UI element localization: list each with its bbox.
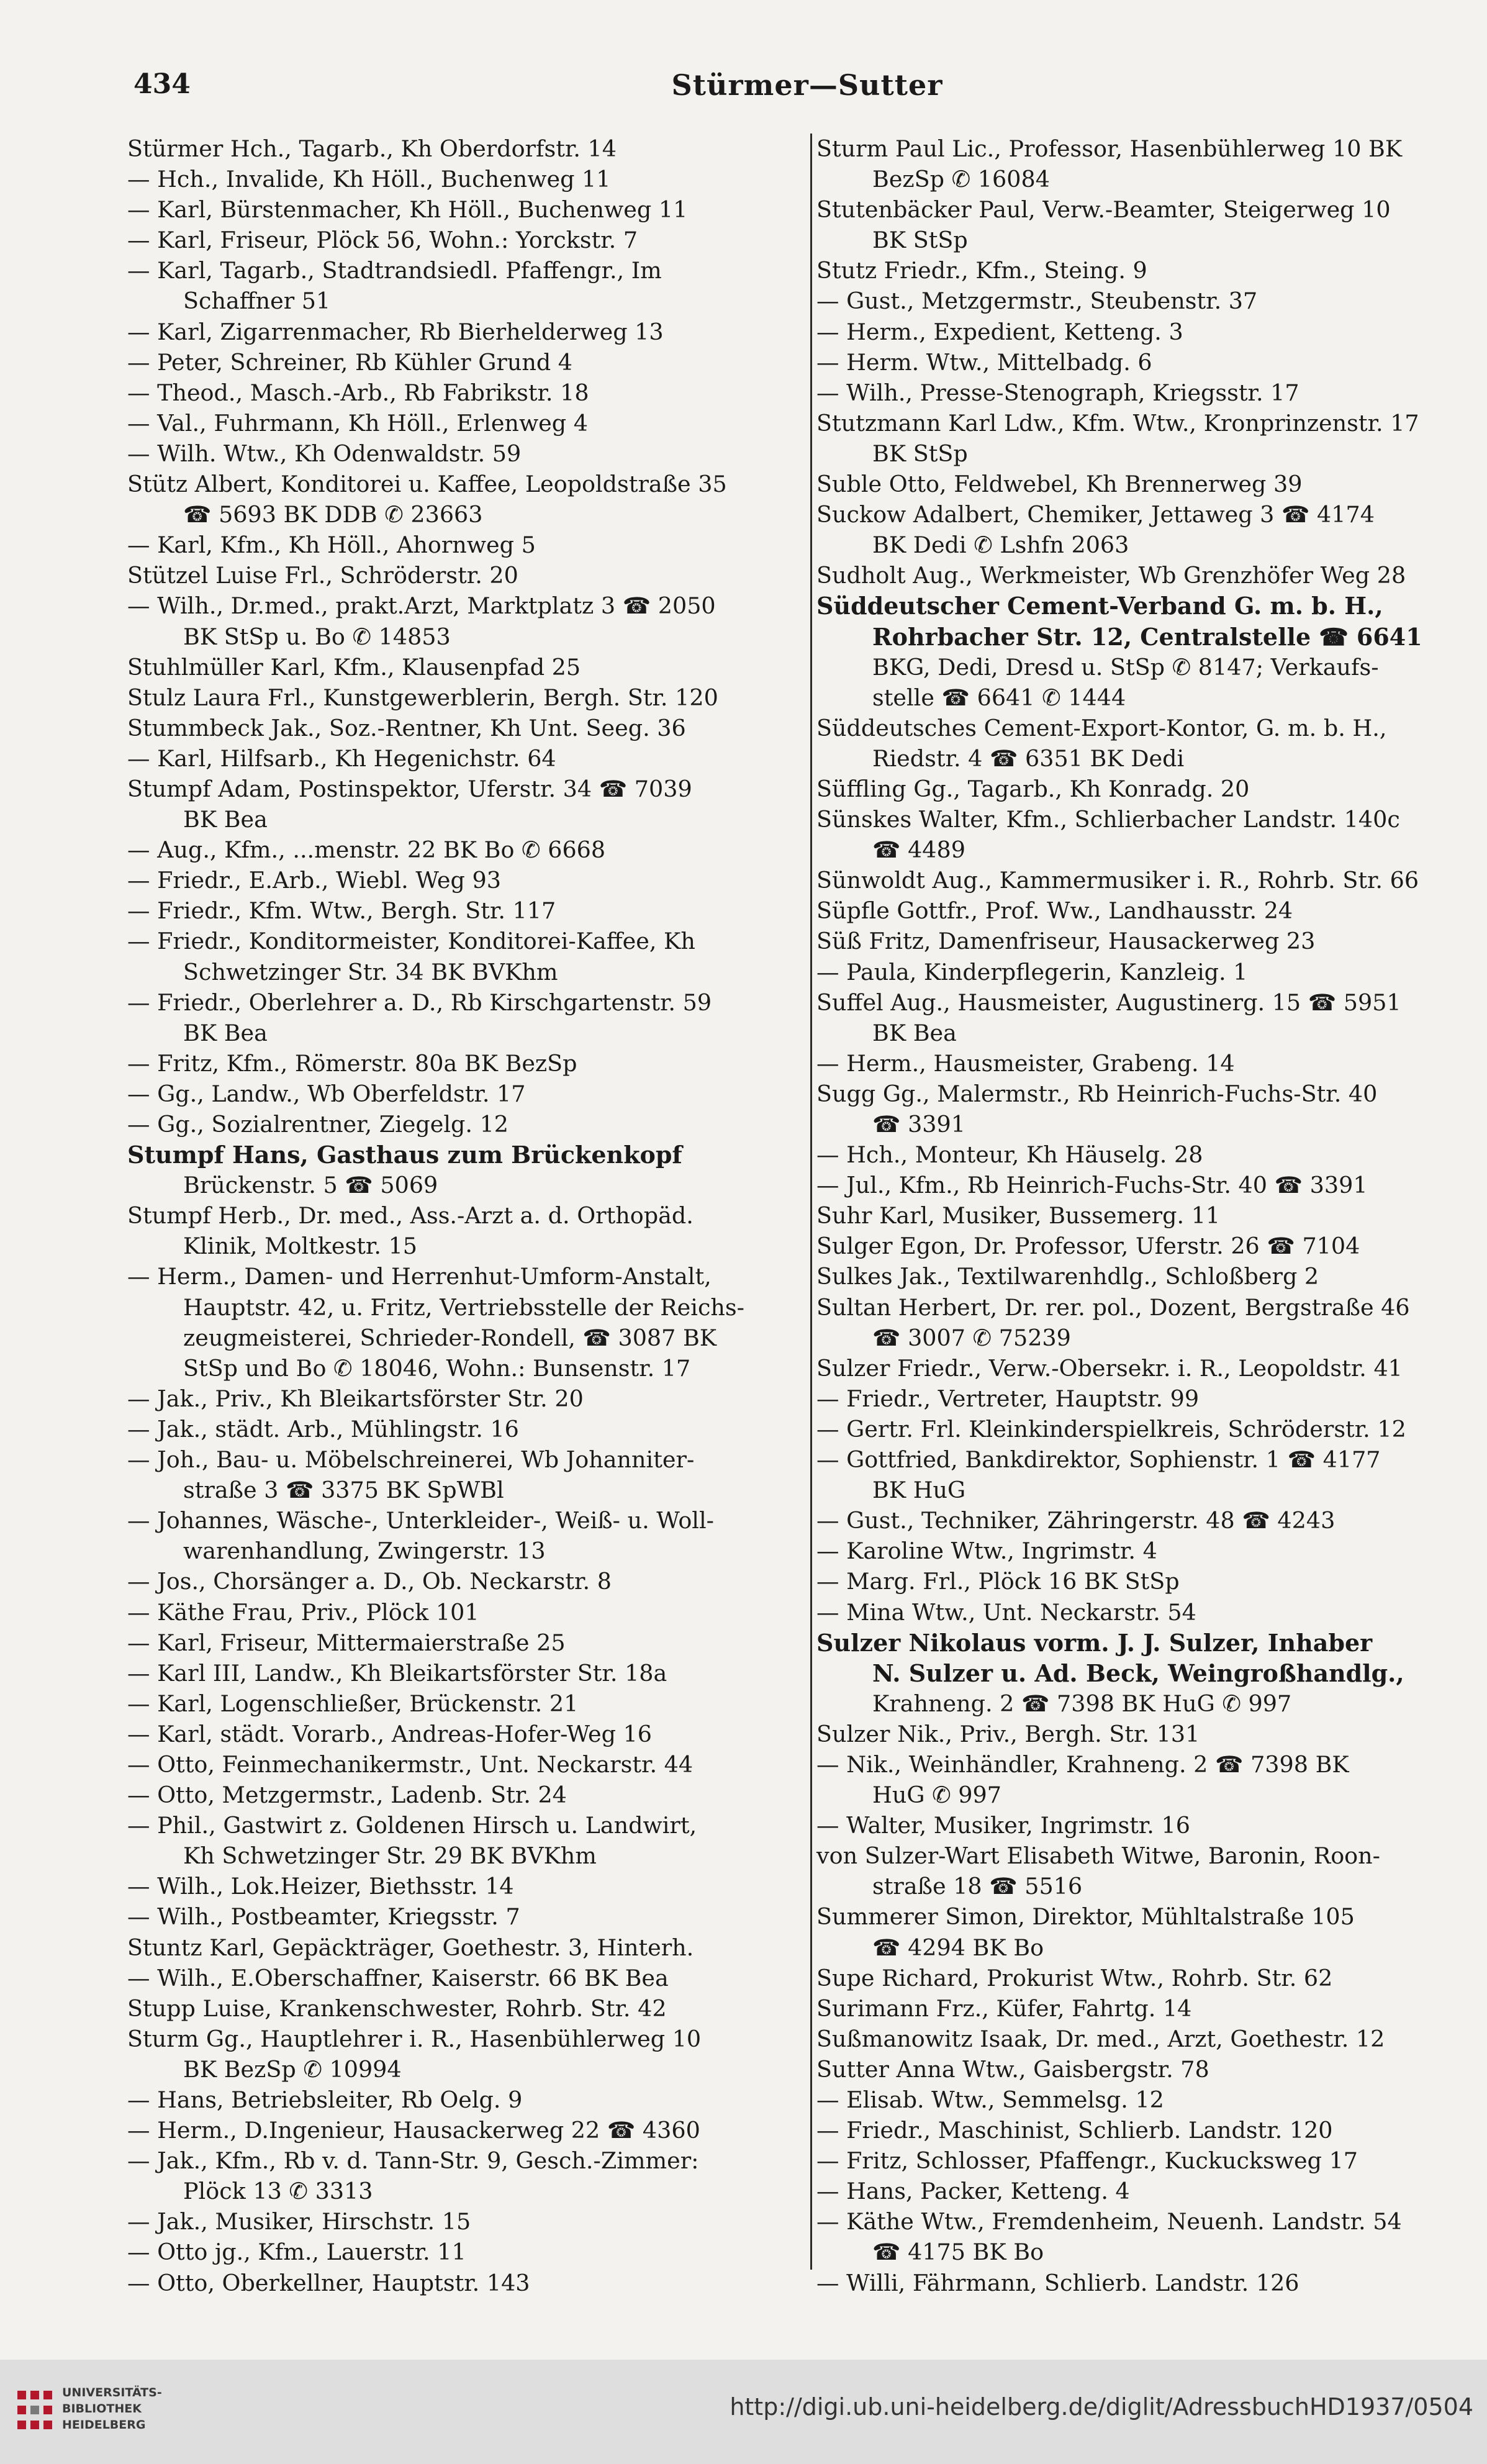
directory-entry: Brückenstr. 5 ☎ 5069: [183, 1172, 438, 1199]
directory-entry-heading: Sulzer Nikolaus vorm. J. J. Sulzer, Inhaber: [816, 1628, 1373, 1657]
directory-entry: — Paula, Kinderpflegerin, Kanzleig. 1: [816, 958, 1248, 985]
directory-entry: ☎ 3391: [872, 1111, 965, 1138]
library-name-line: UNIVERSITÄTS-: [62, 2386, 162, 2399]
directory-entry: Sudholt Aug., Werkmeister, Wb Grenzhöfer Weg 28: [816, 562, 1406, 589]
directory-entry: Stutz Friedr., Kfm., Steing. 9: [816, 257, 1147, 284]
directory-entry: — Gg., Landw., Wb Oberfeldstr. 17: [127, 1080, 526, 1107]
directory-entry-heading: Süddeutscher Cement-Verband G. m. b. H.,: [816, 592, 1383, 620]
directory-entry: — Wilh. Wtw., Kh Odenwaldstr. 59: [127, 440, 522, 467]
directory-entry: Stützel Luise Frl., Schröderstr. 20: [127, 562, 518, 589]
directory-entry: Sugg Gg., Malermstr., Rb Heinrich-Fuchs-Str. 40: [816, 1080, 1378, 1107]
directory-entry: — Karl, Logenschließer, Brückenstr. 21: [127, 1690, 579, 1717]
directory-entry-heading: Stumpf Hans, Gasthaus zum Brückenkopf: [127, 1141, 682, 1169]
directory-entry: — Karl, städt. Vorarb., Andreas-Hofer-Weg 16: [127, 1720, 653, 1747]
directory-entry: BK Bea: [183, 806, 268, 833]
directory-entry: — Willi, Fährmann, Schlierb. Landstr. 126: [816, 2269, 1299, 2296]
directory-entry: Surimann Frz., Küfer, Fahrtg. 14: [816, 1995, 1192, 2022]
directory-entry: Kh Schwetzinger Str. 29 BK BVKhm: [183, 1842, 597, 1870]
column-divider: [810, 134, 812, 2270]
directory-entry: — Karl, Kfm., Kh Höll., Ahornweg 5: [127, 532, 536, 559]
directory-entry: Sturm Gg., Hauptlehrer i. R., Hasenbühlerweg 10: [127, 2025, 702, 2052]
directory-entry: — Hch., Monteur, Kh Häuselg. 28: [816, 1141, 1203, 1169]
directory-entry: — Karl III, Landw., Kh Bleikartsförster Str. 18a: [127, 1659, 667, 1687]
directory-entry: straße 18 ☎ 5516: [872, 1873, 1083, 1900]
directory-entry: — Fritz, Kfm., Römerstr. 80a BK BezSp: [127, 1049, 577, 1077]
directory-entry: Stuhlmüller Karl, Kfm., Klausenpfad 25: [127, 653, 581, 681]
directory-entry: Sulger Egon, Dr. Professor, Uferstr. 26 ☎ 7104: [816, 1233, 1360, 1260]
directory-entry: — Karl, Tagarb., Stadtrandsiedl. Pfaffengr., Im: [127, 257, 662, 284]
directory-entry: Stupp Luise, Krankenschwester, Rohrb. Str. 42: [127, 1995, 667, 2022]
directory-entry: — Peter, Schreiner, Rb Kühler Grund 4: [127, 348, 573, 376]
running-title: Stürmer—Sutter: [671, 68, 943, 102]
directory-entry: Sutter Anna Wtw., Gaisbergstr. 78: [816, 2055, 1209, 2083]
library-name-line: BIBLIOTHEK: [62, 2402, 142, 2416]
directory-entry: — Wilh., Postbeamter, Kriegsstr. 7: [127, 1903, 520, 1931]
directory-entry: HuG ✆ 997: [872, 1782, 1001, 1809]
left-column: [127, 134, 807, 2296]
directory-entry: — Karl, Friseur, Plöck 56, Wohn.: Yorckstr. 7: [127, 227, 638, 254]
directory-entry: BezSp ✆ 16084: [872, 166, 1050, 193]
directory-entry: Stumpf Adam, Postinspektor, Uferstr. 34 ☎ 7039: [127, 775, 692, 802]
directory-entry: Sünwoldt Aug., Kammermusiker i. R., Rohrb. Str. 66: [816, 867, 1419, 894]
directory-entry: — Wilh., Presse-Stenograph, Kriegsstr. 17: [816, 379, 1299, 406]
directory-entry: von Sulzer-Wart Elisabeth Witwe, Baronin, Roon-: [816, 1842, 1380, 1870]
directory-entry: ☎ 3007 ✆ 75239: [872, 1324, 1071, 1351]
directory-entry: — Gottfried, Bankdirektor, Sophienstr. 1 ☎ 4177: [816, 1446, 1381, 1474]
directory-entry: — Herm. Wtw., Mittelbadg. 6: [816, 348, 1152, 376]
directory-entry: ☎ 4489: [872, 836, 965, 864]
viewer-footer: [0, 2360, 1487, 2464]
directory-entry: — Otto, Metzgermstr., Ladenb. Str. 24: [127, 1782, 567, 1809]
library-logo-icon: [15, 2388, 55, 2432]
page-header: [133, 68, 1481, 112]
directory-entry: Sulkes Jak., Textilwarenhdlg., Schloßberg 2: [816, 1263, 1319, 1290]
directory-entry: BK Dedi ✆ Lshfn 2063: [872, 532, 1129, 559]
directory-entry: — Gertr. Frl. Kleinkinderspielkreis, Schröderstr. 12: [816, 1415, 1406, 1443]
directory-entry: — Karl, Friseur, Mittermaierstraße 25: [127, 1629, 566, 1656]
directory-entry: Stulz Laura Frl., Kunstgewerblerin, Bergh. Str. 120: [127, 684, 718, 711]
directory-entry: Riedstr. 4 ☎ 6351 BK Dedi: [872, 745, 1185, 772]
directory-entry: — Hch., Invalide, Kh Höll., Buchenweg 11: [127, 166, 611, 193]
directory-entry: — Käthe Frau, Priv., Plöck 101: [127, 1598, 479, 1626]
directory-entry: straße 3 ☎ 3375 BK SpWBl: [183, 1477, 504, 1504]
directory-entry: — Friedr., Vertreter, Hauptstr. 99: [816, 1385, 1200, 1412]
directory-entry: — Marg. Frl., Plöck 16 BK StSp: [816, 1568, 1180, 1595]
directory-entry: zeugmeisterei, Schrieder-Rondell, ☎ 3087 BK: [183, 1324, 717, 1351]
directory-entry: — Jul., Kfm., Rb Heinrich-Fuchs-Str. 40 ☎ 3391: [816, 1172, 1368, 1199]
directory-entry: Supe Richard, Prokurist Wtw., Rohrb. Str. 62: [816, 1964, 1333, 1991]
directory-entry: Süddeutsches Cement-Export-Kontor, G. m. b. H.,: [816, 714, 1387, 741]
directory-entry: Stütz Albert, Konditorei u. Kaffee, Leopoldstraße 35: [127, 471, 727, 498]
directory-entry: — Karl, Zigarrenmacher, Rb Bierhelderweg 13: [127, 318, 664, 345]
source-url-link[interactable]: http://digi.ub.uni-heidelberg.de/diglit/AdressbuchHD1937/0504: [730, 2393, 1473, 2421]
directory-entry: Stumpf Herb., Dr. med., Ass.-Arzt a. d. Orthopäd.: [127, 1202, 694, 1230]
directory-entry: Süpfle Gottfr., Prof. Ww., Landhausstr. 24: [816, 897, 1293, 925]
directory-entry: — Hans, Betriebsleiter, Rb Oelg. 9: [127, 2086, 523, 2113]
directory-entry: Stuntz Karl, Gepäckträger, Goethestr. 3, Hinterh.: [127, 1934, 694, 1961]
directory-entry: — Walter, Musiker, Ingrimstr. 16: [816, 1812, 1190, 1839]
directory-entry: BKG, Dedi, Dresd u. StSp ✆ 8147; Verkaufs-: [872, 653, 1379, 681]
directory-entry: BK Bea: [183, 1019, 268, 1046]
directory-entry: Sünskes Walter, Kfm., Schlierbacher Landstr. 140c: [816, 806, 1400, 833]
directory-entry: — Karl, Bürstenmacher, Kh Höll., Buchenweg 11: [127, 196, 688, 224]
directory-entry: — Jak., Kfm., Rb v. d. Tann-Str. 9, Gesch.-Zimmer:: [127, 2147, 699, 2175]
directory-entry: Suckow Adalbert, Chemiker, Jettaweg 3 ☎ 4174: [816, 501, 1375, 528]
directory-entry: Schaffner 51: [183, 288, 331, 315]
directory-entry: — Jak., Musiker, Hirschstr. 15: [127, 2208, 471, 2235]
directory-entry: — Phil., Gastwirt z. Goldenen Hirsch u. Landwirt,: [127, 1812, 697, 1839]
directory-entry: — Gust., Techniker, Zähringerstr. 48 ☎ 4243: [816, 1507, 1336, 1534]
directory-entry: Stummbeck Jak., Soz.-Rentner, Kh Unt. Seeg. 36: [127, 714, 686, 741]
directory-entry: BK StSp: [872, 440, 968, 467]
directory-entry: ☎ 4294 BK Bo: [872, 1934, 1044, 1961]
directory-entry: — Friedr., Konditormeister, Konditorei-Kaffee, Kh: [127, 928, 695, 955]
directory-entry: — Gust., Metzgermstr., Steubenstr. 37: [816, 288, 1258, 315]
directory-entry: ☎ 4175 BK Bo: [872, 2239, 1044, 2266]
directory-entry: StSp und Bo ✆ 18046, Wohn.: Bunsenstr. 17: [183, 1354, 691, 1382]
directory-entry: Suble Otto, Feldwebel, Kh Brennerweg 39: [816, 471, 1303, 498]
directory-entry: BK HuG: [872, 1477, 966, 1504]
directory-entry: Suhr Karl, Musiker, Bussemerg. 11: [816, 1202, 1221, 1230]
directory-entry: Stutzmann Karl Ldw., Kfm. Wtw., Kronprinzenstr. 17: [816, 409, 1419, 437]
library-name: [62, 2385, 162, 2433]
directory-entry-heading: N. Sulzer u. Ad. Beck, Weingroßhandlg.,: [872, 1659, 1404, 1687]
directory-entry: — Gg., Sozialrentner, Ziegelg. 12: [127, 1111, 509, 1138]
directory-entry: — Nik., Weinhändler, Krahneng. 2 ☎ 7398 BK: [816, 1751, 1349, 1778]
library-name-line: HEIDELBERG: [62, 2418, 146, 2432]
directory-entry: — Otto, Feinmechanikermstr., Unt. Neckarstr. 44: [127, 1751, 694, 1778]
directory-entry: BK BezSp ✆ 10994: [183, 2055, 402, 2083]
directory-entry: — Wilh., Dr.med., prakt.Arzt, Marktplatz 3 ☎ 2050: [127, 592, 716, 620]
directory-entry: — Käthe Wtw., Fremdenheim, Neuenh. Landstr. 54: [816, 2208, 1402, 2235]
directory-entry: Hauptstr. 42, u. Fritz, Vertriebsstelle der Reichs-: [183, 1293, 744, 1321]
directory-entry: — Hans, Packer, Ketteng. 4: [816, 2178, 1130, 2205]
directory-entry: — Herm., Hausmeister, Grabeng. 14: [816, 1049, 1235, 1077]
directory-entry: warenhandlung, Zwingerstr. 13: [183, 1538, 546, 1565]
directory-entry: — Elisab. Wtw., Semmelsg. 12: [816, 2086, 1164, 2113]
directory-entry: Süffling Gg., Tagarb., Kh Konradg. 20: [816, 775, 1250, 802]
directory-entry: — Fritz, Schlosser, Pfaffengr., Kuckucksweg 17: [816, 2147, 1358, 2175]
directory-entry: Stürmer Hch., Tagarb., Kh Oberdorfstr. 14: [127, 135, 617, 162]
directory-entry: Schwetzinger Str. 34 BK BVKhm: [183, 958, 558, 985]
directory-entry: Sturm Paul Lic., Professor, Hasenbühlerweg 10 BK: [816, 135, 1403, 162]
directory-entry: BK StSp u. Bo ✆ 14853: [183, 623, 451, 650]
directory-entry: — Jos., Chorsänger a. D., Ob. Neckarstr. 8: [127, 1568, 612, 1595]
directory-entry: Sultan Herbert, Dr. rer. pol., Dozent, Bergstraße 46: [816, 1293, 1410, 1321]
directory-entry: Klinik, Moltkestr. 15: [183, 1233, 418, 1260]
directory-entry: — Aug., Kfm., ...menstr. 22 BK Bo ✆ 6668: [127, 836, 606, 864]
directory-entry: ☎ 5693 BK DDB ✆ 23663: [183, 501, 483, 528]
directory-entry: — Herm., D.Ingenieur, Hausackerweg 22 ☎ 4360: [127, 2117, 700, 2144]
directory-entry: — Karl, Hilfsarb., Kh Hegenichstr. 64: [127, 745, 556, 772]
page-number: 434: [133, 68, 191, 100]
directory-entry: — Jak., Priv., Kh Bleikartsförster Str. 20: [127, 1385, 584, 1412]
directory-entry: BK StSp: [872, 227, 968, 254]
directory-entry: stelle ☎ 6641 ✆ 1444: [872, 684, 1126, 711]
directory-entry: — Mina Wtw., Unt. Neckarstr. 54: [816, 1598, 1196, 1626]
directory-entry: — Jak., städt. Arb., Mühlingstr. 16: [127, 1415, 519, 1443]
directory-entry: — Val., Fuhrmann, Kh Höll., Erlenweg 4: [127, 409, 588, 437]
directory-entry: — Herm., Damen- und Herrenhut-Umform-Anstalt,: [127, 1263, 712, 1290]
directory-entry: — Wilh., Lok.Heizer, Biethsstr. 14: [127, 1873, 514, 1900]
directory-entry-heading: Rohrbacher Str. 12, Centralstelle ☎ 6641: [872, 622, 1422, 651]
directory-entry: Sulzer Friedr., Verw.-Obersekr. i. R., Leopoldstr. 41: [816, 1354, 1403, 1382]
directory-entry: Süß Fritz, Damenfriseur, Hausackerweg 23: [816, 928, 1316, 955]
directory-entry: Summerer Simon, Direktor, Mühltalstraße 105: [816, 1903, 1355, 1931]
directory-entry: — Joh., Bau- u. Möbelschreinerei, Wb Johanniter-: [127, 1446, 695, 1474]
directory-entry: Sulzer Nik., Priv., Bergh. Str. 131: [816, 1720, 1200, 1747]
directory-entry: — Friedr., Oberlehrer a. D., Rb Kirschgartenstr. 59: [127, 989, 712, 1016]
directory-entry: Krahneng. 2 ☎ 7398 BK HuG ✆ 997: [872, 1690, 1292, 1717]
directory-entry: — Johannes, Wäsche-, Unterkleider-, Weiß- u. Woll-: [127, 1507, 714, 1534]
directory-entry: Suffel Aug., Hausmeister, Augustinerg. 15 ☎ 5951: [816, 989, 1401, 1016]
directory-entry: — Friedr., E.Arb., Wiebl. Weg 93: [127, 867, 501, 894]
directory-entry: — Otto jg., Kfm., Lauerstr. 11: [127, 2239, 466, 2266]
directory-entry: — Friedr., Kfm. Wtw., Bergh. Str. 117: [127, 897, 556, 925]
directory-entry: — Theod., Masch.-Arb., Rb Fabrikstr. 18: [127, 379, 589, 406]
directory-entry: Stutenbäcker Paul, Verw.-Beamter, Steigerweg 10: [816, 196, 1391, 224]
directory-entry: — Herm., Expedient, Ketteng. 3: [816, 318, 1183, 345]
directory-entry: — Karoline Wtw., Ingrimstr. 4: [816, 1538, 1157, 1565]
directory-entry: Sußmanowitz Isaak, Dr. med., Arzt, Goethestr. 12: [816, 2025, 1385, 2052]
directory-entry: — Friedr., Maschinist, Schlierb. Landstr. 120: [816, 2117, 1333, 2144]
directory-entry: BK Bea: [872, 1019, 957, 1046]
right-column: [816, 134, 1484, 2296]
directory-entry: — Wilh., E.Oberschaffner, Kaiserstr. 66 BK Bea: [127, 1964, 669, 1991]
directory-entry: — Otto, Oberkellner, Hauptstr. 143: [127, 2269, 530, 2296]
directory-entry: Plöck 13 ✆ 3313: [183, 2178, 373, 2205]
